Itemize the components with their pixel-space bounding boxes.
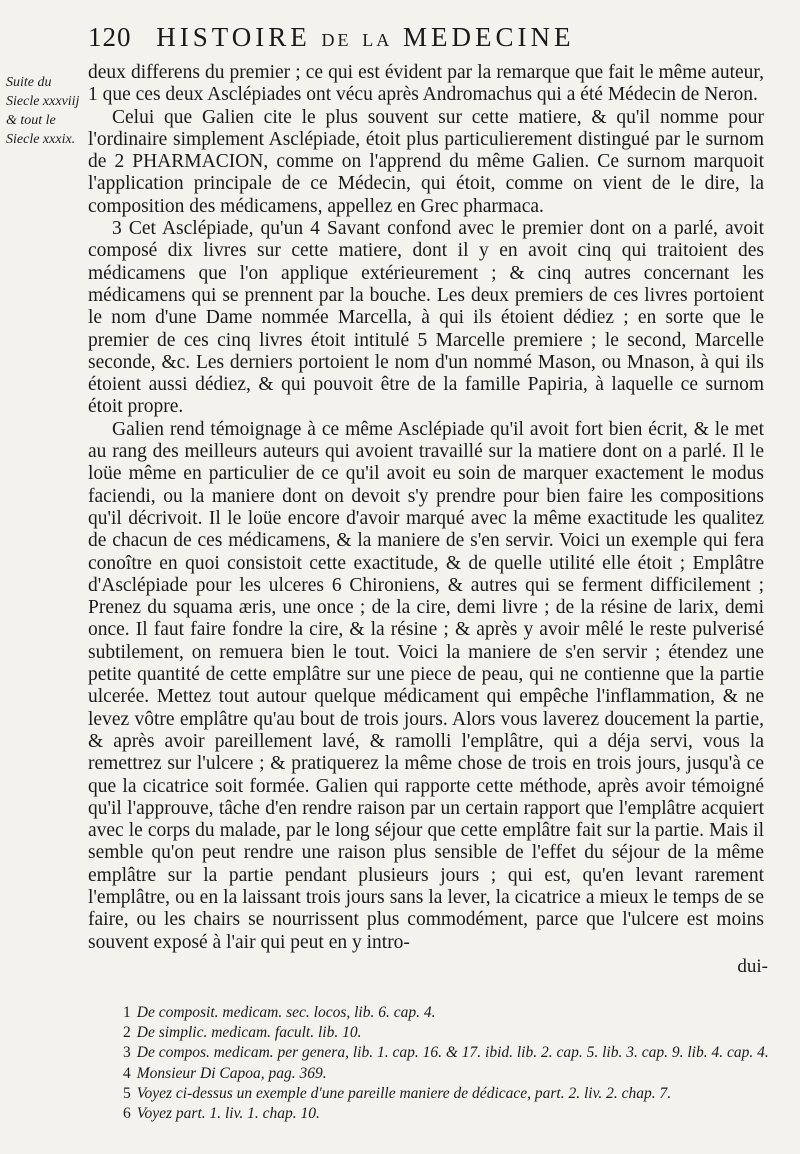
- footnote: [123, 1084, 775, 1104]
- paragraph-3: 3 Cet Asclépiade, qu'un 4 Savant confond avec le premier dont on a parlé, avoit composé dix livres sur cette matiere, dont il y en avoit cinq qui traitoient des médicamens que l'on applique extérieurement ; & cinq autres concernant les médicamens qui se prennent par la bouche. Les deux premiers de ces livres portoient le nom d'une Dame nommée Marcella, à qui ils étoient dédiez ; en sorte que le premier de ces cinq livres étoit intitulé 5 Marcelle premiere ; le second, Marcelle seconde, &c. Les derniers portoient le nom d'un nommé Mason, ou Mnason, à qui ils étoient aussi dédiez, & qui pouvoit être de la famille Papiria, à laquelle ce surnom étoit propre.: [88, 218, 764, 418]
- paragraph-4: Galien rend témoignage à ce même Asclépiade qu'il avoit fort bien écrit, & le met au rang des meilleurs auteurs qui avoient travaillé sur la matiere dont on a parlé. Il le loüe même en particulier de ce qu'il avoit eu soin de marquer exactement le modus faciendi, ou la maniere dont on devoit s'y prendre pour bien faire les compositions qu'il décrivoit. Il le loüe encore d'avoir marqué avec la même exactitude les qualitez de chacun de ces médicamens, & la maniere de s'en servir. Voici un exemple qui fera conoître en quoi consistoit cette exactitude, & de quelle utilité elle étoit ; Emplâtre d'Asclépiade pour les ulceres 6 Chironiens, & autres qui se ferment difficilement ; Prenez du squama æris, une once ; de la cire, demi livre ; de la résine de larix, demi once. Il faut faire fondre la cire, & la résine ; & après y avoir mêlé le reste pulverisé subtilement, on remuera bien le tout. Voici la maniere de s'en servir ; étendez une petite quantité de cette emplâtre sur une piece de peau, qui ne contienne que la partie ulcerée. Mettez tout autour quelque médicament qui empêche l'inflammation, & ne levez vôtre emplâtre qu'au bout de trois jours. Alors vous laverez doucement la partie, & après avoir pareillement lavé, & ramolli l'emplâtre, qui a déja servi, vous la remettrez sur l'ulcere ; & pratiquerez la même chose de trois en trois jours, jusqu'à ce que la cicatrice soit formée. Galien qui rapporte cette méthode, après avoir témoigné qu'il l'approuve, tâche d'en rendre raison par un certain rapport que l'emplâtre acquiert avec le corps du malade, par le long séjour que cette emplâtre fait sur la partie. Mais il semble qu'on peut rendre une raison plus sensible de l'effet du séjour de la même emplâtre sur la partie pendant plusieurs jours ; qui est, qu'en levant rarement l'emplâtre, ou en la laissant trois jours sans la lever, la cicatrice a mieux le temps de se faire, ou les chairs se nourrissent plus commodément, parce que l'ulcere est moins souvent exposé à l'air qui peut en y intro-: [88, 418, 764, 953]
- footnote: [123, 1023, 775, 1043]
- footnote-number: 1: [123, 1004, 131, 1021]
- paragraph-2: Celui que Galien cite le plus souvent sur cette matiere, & qu'il nomme pour l'ordinaire simplement Asclépiade, étoit plus particulierement distingué par le surnom de 2 PHARMACION, comme on l'apprend du même Galien. Ce surnom marquoit l'application principale de ce Médecin, qui étoit, comme on vient de le dire, la composition des médicamens, appellez en Grec pharmaca.: [88, 106, 764, 217]
- footnote: [123, 1003, 775, 1023]
- running-header: [88, 22, 708, 53]
- header-title-la: LA: [362, 30, 393, 50]
- header-title-de: DE: [321, 30, 352, 50]
- footnotes: [105, 1003, 775, 1124]
- footnote-text: Voyez ci-dessus un exemple d'une pareille maniere de dédicace, part. 2. liv. 2. chap. 7.: [136, 1084, 672, 1102]
- footnote-text: Monsieur Di Capoa, pag. 369.: [136, 1064, 327, 1082]
- footnote-number: 3: [123, 1044, 131, 1062]
- footnote-text: De composit. medicam. sec. locos, lib. 6. cap. 4.: [136, 1004, 436, 1021]
- main-text: [88, 62, 764, 954]
- catchword: dui-: [737, 956, 768, 977]
- footnote-number: 5: [123, 1084, 131, 1102]
- header-title-histoire: HISTOIRE: [156, 22, 311, 52]
- margin-note: Suite du Siecle xxxviij & tout le Siecle xxxix.: [6, 75, 80, 147]
- footnote-number: 6: [123, 1105, 131, 1123]
- paragraph-1: deux differens du premier ; ce qui est évident par la remarque que fait le même auteur, 1 que ces deux Asclépiades ont vécu après Andromachus qui a été Médecin de Neron.: [88, 62, 764, 106]
- page-number: 120: [88, 22, 132, 52]
- header-title-medecine: MEDECINE: [403, 22, 575, 52]
- footnote: [123, 1064, 775, 1084]
- footnote: [123, 1043, 775, 1063]
- footnote-text: De compos. medicam. per genera, lib. 1. cap. 16. & 17. ibid. lib. 2. cap. 5. lib. 3. cap. 9. lib. 4. cap. 4.: [136, 1044, 769, 1062]
- footnote-text: De simplic. medicam. facult. lib. 10.: [136, 1024, 362, 1042]
- footnote-number: 2: [123, 1024, 131, 1042]
- footnote-number: 4: [123, 1064, 131, 1082]
- footnote-text: Voyez part. 1. liv. 1. chap. 10.: [136, 1105, 320, 1123]
- footnote: [123, 1104, 775, 1124]
